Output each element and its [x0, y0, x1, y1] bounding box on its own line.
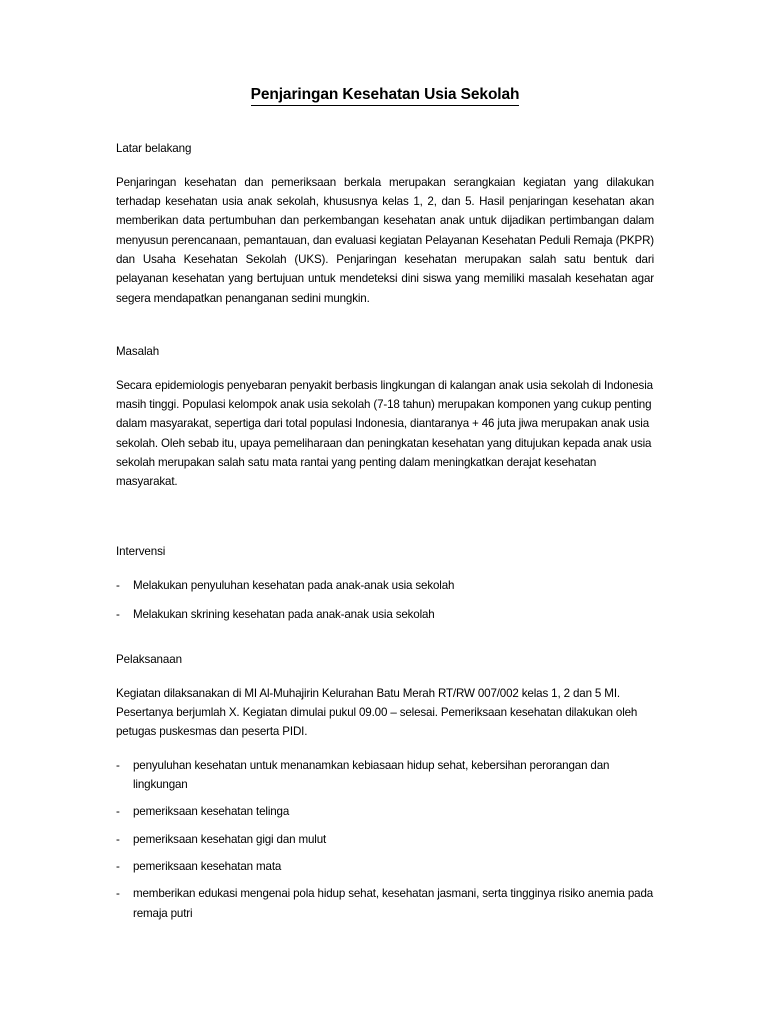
list-pelaksanaan	[116, 756, 654, 923]
spacer	[116, 742, 654, 756]
dash-marker-icon: -	[116, 805, 120, 819]
list-item	[116, 756, 654, 795]
list-item-label: Melakukan penyuluhan kesehatan pada anak-anak usia sekolah	[133, 579, 455, 593]
spacer	[116, 106, 654, 142]
list-item	[116, 830, 654, 849]
list-item-label: Melakukan skrining kesehatan pada anak-anak usia sekolah	[133, 607, 435, 621]
spacer	[116, 624, 654, 653]
dash-marker-icon: -	[116, 607, 120, 621]
list-item-label: memberikan edukasi mengenai pola hidup sehat, kesehatan jasmani, serta tingginya risiko anemia pada remaja putri	[133, 887, 654, 920]
list-item-label: pemeriksaan kesehatan gigi dan mulut	[133, 832, 327, 846]
list-item	[116, 576, 654, 595]
paragraph-masalah: Secara epidemiologis penyebaran penyakit berbasis lingkungan di kalangan anak usia sekolah di Indonesia masih tinggi. Populasi kelompok anak usia sekolah (7-18 tahun) merupakan komponen yang cukup penting dalam masyarakat, sepertiga dari total populasi Indonesia, diantaranya + 46 juta jiwa merupakan anak usia sekolah. Oleh sebab itu, upaya pemeliharaan dan peningkatan kesehatan yang ditujukan kepada anak usia sekolah merupakan salah satu mata rantai yang penting dalam meningkatkan derajat kesehatan masyarakat.	[116, 378, 653, 489]
dash-marker-icon: -	[116, 579, 120, 593]
spacer	[116, 667, 654, 684]
paragraph-latar-belakang: Penjaringan kesehatan dan pemeriksaan berkala merupakan serangkaian kegiatan yang dilakukan terhadap kesehatan usia anak sekolah, khususnya kelas 1, 2, dan 5. Hasil penjaringan kesehatan akan memberikan data pertumbuhan dan perkembangan kesehatan anak untuk dijadikan pertimbangan dalam menyusun perencanaan, pemantauan, dan evaluasi kegiatan Pelayanan Kesehatan Peduli Remaja (PKPR) dan Usaha Kesehatan Sekolah (UKS). Penjaringan kesehatan merupakan salah satu bentuk dari pelayanan kesehatan yang bertujuan untuk mendeteksi dini siswa yang memiliki masalah kesehatan agar segera mendapatkan penanganan sedini mungkin.	[116, 175, 654, 305]
list-item	[116, 884, 654, 923]
spacer	[116, 491, 654, 545]
dash-marker-icon: -	[116, 832, 120, 846]
list-item-label: penyuluhan kesehatan untuk menanamkan kebiasaan hidup sehat, kebersihan perorangan dan lingkungan	[133, 758, 610, 792]
dash-marker-icon: -	[116, 758, 120, 772]
page-title	[116, 0, 654, 106]
list-item-label: pemeriksaan kesehatan telinga	[133, 805, 290, 819]
dash-marker-icon: -	[116, 887, 120, 901]
spacer	[116, 359, 654, 376]
list-item	[116, 605, 654, 624]
spacer	[116, 559, 654, 576]
dash-marker-icon: -	[116, 859, 120, 873]
section-heading-latar-belakang: Latar belakang	[116, 141, 192, 155]
paragraph-pelaksanaan: Kegiatan dilaksanakan di MI Al-Muhajirin Kelurahan Batu Merah RT/RW 007/002 kelas 1, 2 dan 5 MI. Pesertanya berjumlah X. Kegiatan dimulai pukul 09.00 – selesai. Pemeriksaan kesehatan dilakukan oleh petugas puskesmas dan peserta PIDI.	[116, 686, 638, 739]
section-heading-intervensi: Intervensi	[116, 545, 166, 559]
spacer	[116, 308, 654, 345]
list-item	[116, 802, 654, 821]
document-body	[116, 0, 654, 931]
list-intervensi	[116, 576, 654, 624]
list-item-label: pemeriksaan kesehatan mata	[133, 859, 282, 873]
section-heading-masalah: Masalah	[116, 344, 160, 358]
list-item	[116, 857, 654, 876]
page-title-text: Penjaringan Kesehatan Usia Sekolah	[251, 86, 520, 106]
spacer	[116, 156, 654, 173]
section-heading-pelaksanaan: Pelaksanaan	[116, 652, 182, 666]
